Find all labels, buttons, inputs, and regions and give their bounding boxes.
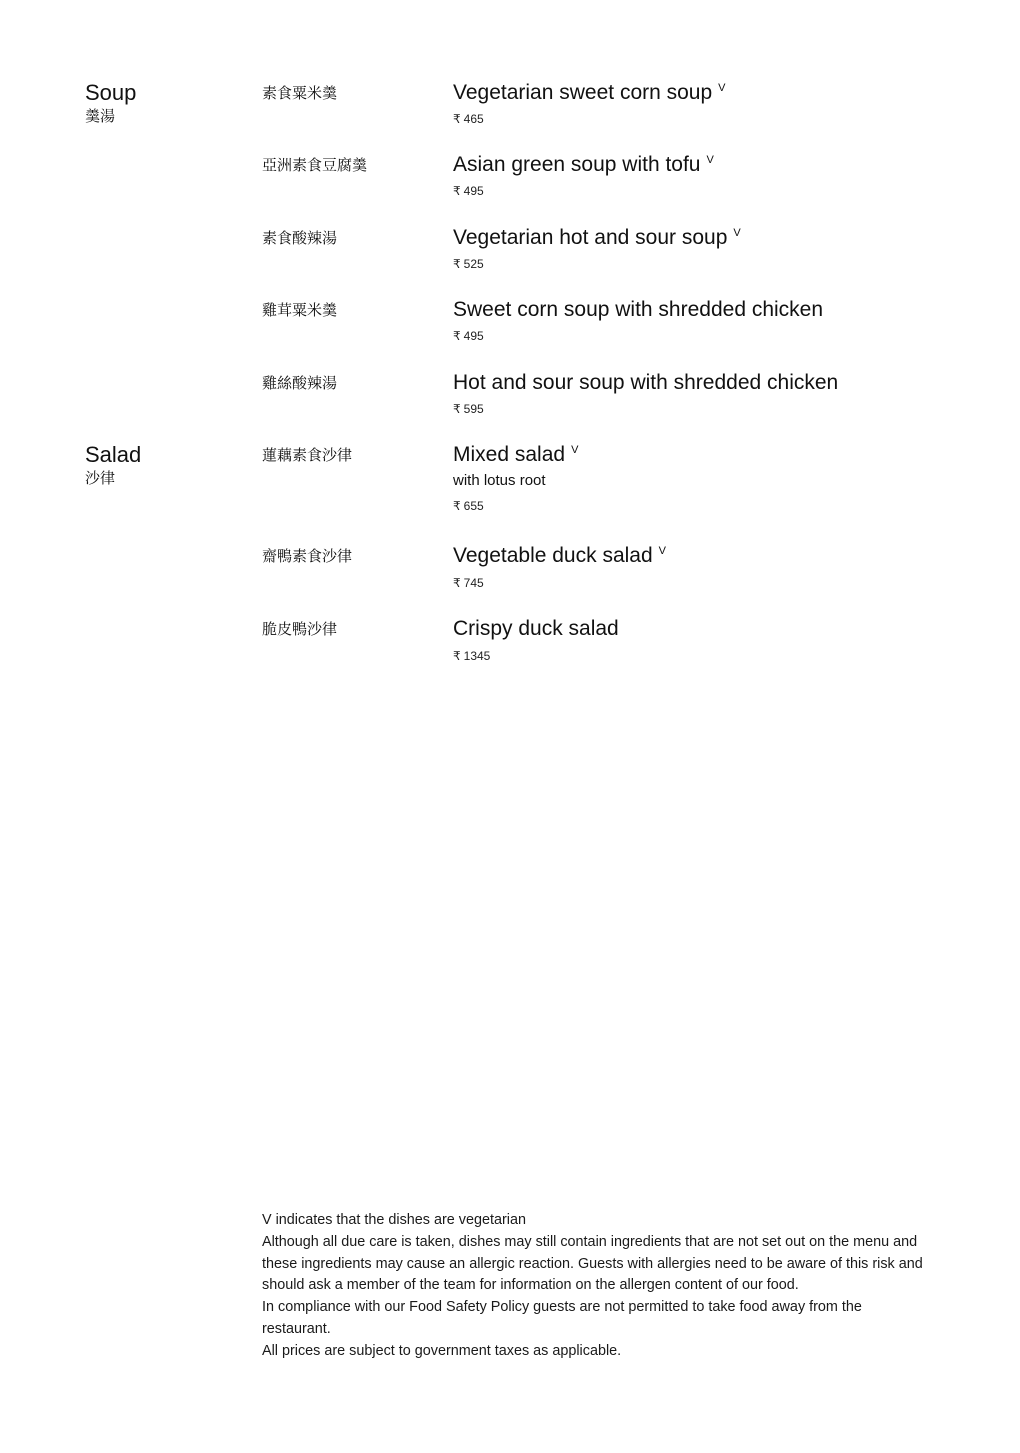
section-title: Soup (85, 80, 137, 105)
price-value: 465 (463, 112, 484, 126)
item-name (453, 80, 726, 106)
food-safety-note: In compliance with our Food Safety Policy guests are not permitted to take food away from the restaurant. (262, 1299, 862, 1337)
item-name (453, 442, 578, 468)
section-title-chinese: 羹湯 (85, 107, 116, 125)
item-name-chinese: 素食粟米羹 (262, 84, 338, 102)
item-name (453, 616, 619, 642)
section-title: Salad (85, 442, 142, 467)
rupee-icon: ₹ (453, 184, 461, 198)
item-name-text: Mixed salad (453, 443, 566, 466)
vegetarian-mark: V (733, 227, 741, 239)
price-value: 1345 (463, 649, 491, 663)
price-value: 655 (463, 499, 484, 513)
section-title-chinese: 沙律 (85, 469, 116, 487)
item-price (453, 112, 484, 126)
vegetarian-note: V indicates that the dishes are vegetarian (262, 1212, 526, 1228)
item-name (453, 543, 666, 569)
item-name-text: Sweet corn soup with shredded chicken (453, 298, 824, 321)
item-price (453, 257, 484, 271)
item-description: with lotus root (453, 472, 546, 489)
item-name-chinese: 素食酸辣湯 (262, 229, 338, 247)
rupee-icon: ₹ (453, 112, 461, 126)
vegetarian-mark: V (718, 82, 726, 94)
item-name-text: Vegetable duck salad (453, 544, 653, 567)
vegetarian-mark: V (658, 545, 666, 557)
item-name-chinese: 雞茸粟米羹 (262, 301, 338, 319)
allergen-note: Although all due care is taken, dishes may still contain ingredients that are not set out on the menu and these ingredients may cause an allergic reaction. Guests with allergies need to be aware of this risk and should ask a member of the team for information on the allergen content of our food. (262, 1233, 923, 1294)
item-name-chinese: 雞絲酸辣湯 (262, 374, 338, 392)
item-name-chinese: 蓮藕素食沙律 (262, 446, 353, 464)
item-name-chinese: 脆皮鴨沙律 (262, 620, 338, 638)
item-name (453, 152, 714, 178)
item-price (453, 649, 490, 663)
vegetarian-mark: V (706, 154, 714, 166)
rupee-icon: ₹ (453, 499, 461, 513)
price-value: 595 (463, 402, 484, 416)
menu-notes (262, 1210, 932, 1363)
item-price (453, 499, 484, 513)
rupee-icon: ₹ (453, 402, 461, 416)
item-name-text: Asian green soup with tofu (453, 153, 701, 176)
item-name-chinese: 亞洲素食豆腐羹 (262, 156, 368, 174)
item-name-chinese: 齋鴨素食沙律 (262, 547, 353, 565)
price-value: 525 (463, 257, 484, 271)
item-price (453, 329, 484, 343)
rupee-icon: ₹ (453, 576, 461, 590)
rupee-icon: ₹ (453, 257, 461, 271)
item-name-text: Vegetarian hot and sour soup (453, 226, 728, 249)
item-name (453, 225, 741, 251)
rupee-icon: ₹ (453, 649, 461, 663)
item-price (453, 402, 484, 416)
item-name (453, 297, 823, 323)
vegetarian-mark: V (571, 444, 579, 456)
item-price (453, 184, 484, 198)
item-name-text: Vegetarian sweet corn soup (453, 81, 713, 104)
rupee-icon: ₹ (453, 329, 461, 343)
item-price (453, 576, 484, 590)
tax-note: All prices are subject to government taxes as applicable. (262, 1342, 622, 1359)
price-value: 495 (463, 329, 484, 343)
item-name (453, 370, 838, 396)
item-name-text: Hot and sour soup with shredded chicken (453, 371, 839, 394)
price-value: 495 (463, 184, 484, 198)
item-name-text: Crispy duck salad (453, 617, 619, 640)
price-value: 745 (463, 576, 484, 590)
